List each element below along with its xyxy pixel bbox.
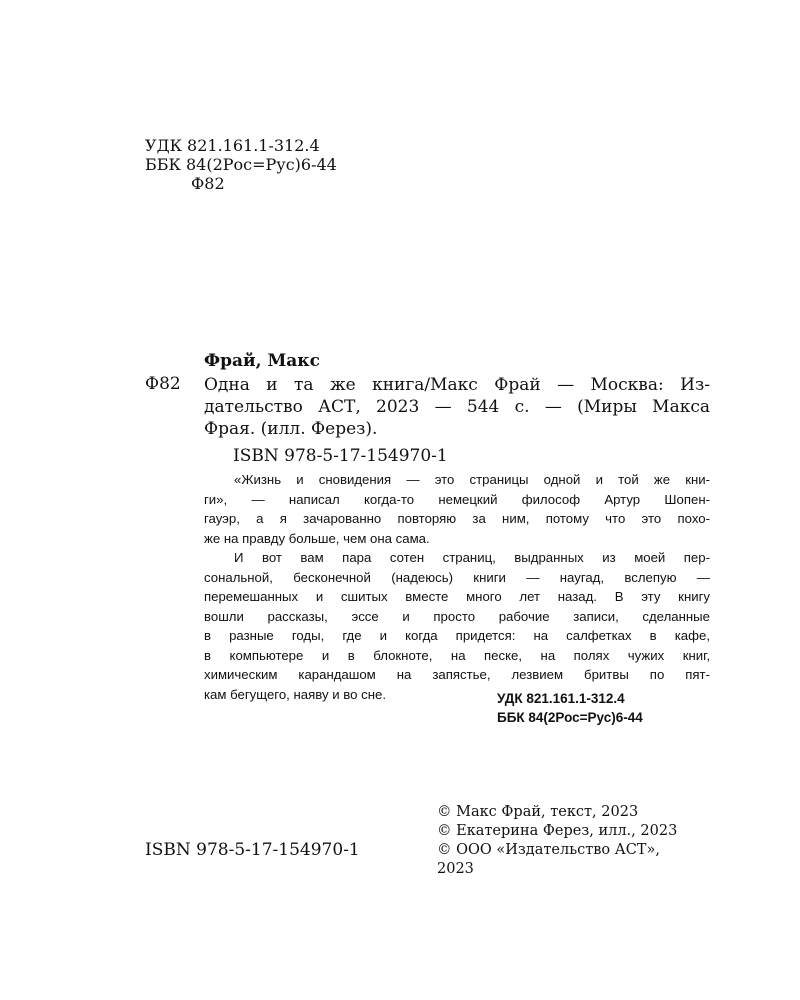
bibliographic-description xyxy=(204,374,710,440)
copyright-line: © Макс Фрай, текст, 2023 xyxy=(437,804,639,820)
entry-author-sign: Ф82 xyxy=(145,374,181,394)
copyright-block xyxy=(437,803,677,879)
author-sign-code: Ф82 xyxy=(191,174,225,193)
top-classification-codes xyxy=(145,136,337,193)
bbk-code-bold: ББК 84(2Рос=Рус)6-44 xyxy=(497,710,643,725)
description-line: Фрая. (илл. Ферез). xyxy=(204,419,378,439)
isbn-entry: ISBN 978-5-17-154970-1 xyxy=(233,446,448,466)
annotation-line: химическим карандашом на запястье, лезвием бритвы по пят- xyxy=(204,667,710,682)
copyright-line: 2023 xyxy=(437,861,474,877)
description-line: дательство АСТ, 2023 — 544 с. — (Миры Макса xyxy=(204,397,710,417)
annotation-line: вошли рассказы, эссе и просто рабочие записи, сделанные xyxy=(204,608,710,624)
annotation-line: же на правду больше, чем она сама. xyxy=(204,530,430,546)
author-name: Фрай, Макс xyxy=(204,351,320,371)
isbn-footer: ISBN 978-5-17-154970-1 xyxy=(145,840,360,860)
annotation xyxy=(204,470,710,704)
description-line: Одна и та же книга/Макс Фрай — Москва: Из- xyxy=(204,375,710,395)
annotation-line: сональной, бесконечной (надеюсь) книги — наугад, вслепую — xyxy=(204,569,710,585)
copyright-line: © ООО «Издательство АСТ», xyxy=(437,842,660,858)
copyright-line: © Екатерина Ферез, илл., 2023 xyxy=(437,823,678,839)
bbk-code: ББК 84(2Рос=Рус)6-44 xyxy=(145,155,337,174)
annotation-line: ги», — написал когда-то немецкий философ Артур Шопен- xyxy=(204,491,710,507)
annotation-line: в разные годы, где и когда придется: на салфетках в кафе, xyxy=(204,628,710,643)
annotation-line: «Жизнь и сновидения — это страницы одной и той же кни- xyxy=(234,472,710,487)
udk-code: УДК 821.161.1-312.4 xyxy=(145,136,320,155)
annotation-line: И вот вам пара сотен страниц, выдранных из моей пер- xyxy=(234,550,710,565)
annotation-line: в компьютере и в блокноте, на песке, на полях чужих книг, xyxy=(204,647,710,663)
annotation-line: перемешанных и сшитых вместе много лет назад. В эту книгу xyxy=(204,589,710,604)
bottom-classification-codes xyxy=(497,689,643,727)
udk-code-bold: УДК 821.161.1-312.4 xyxy=(497,691,625,706)
annotation-line: гауэр, а я зачарованно повторяю за ним, потому что это похо- xyxy=(204,511,710,526)
annotation-line: кам бегущего, наяву и во сне. xyxy=(204,686,386,702)
